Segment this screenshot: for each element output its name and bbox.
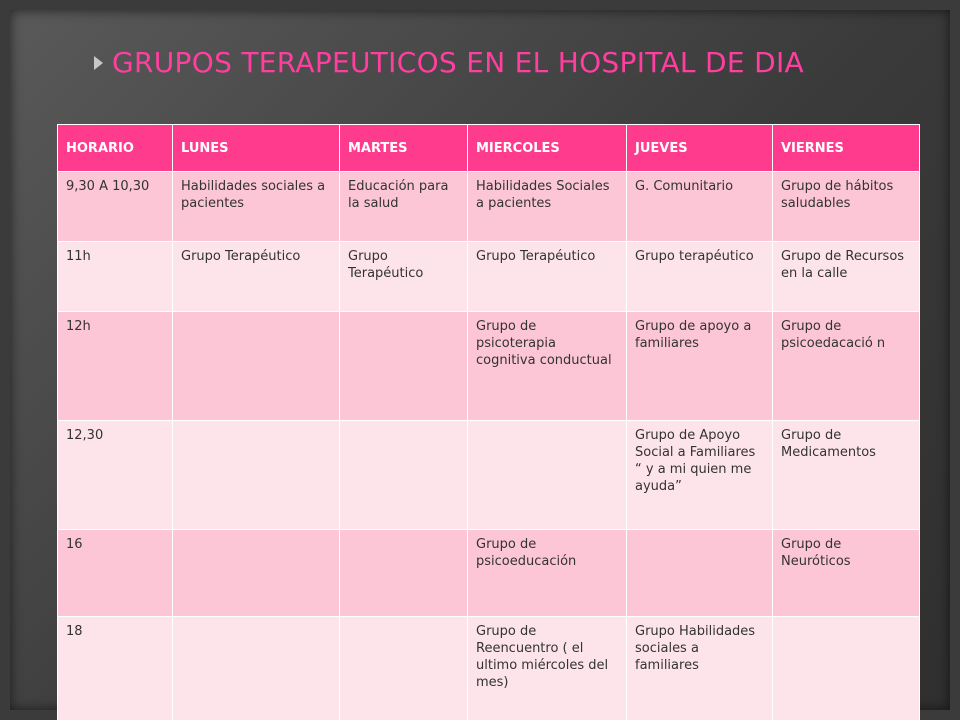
cell-jueves: Grupo de Apoyo Social a Familiares “ y a mi quien me ayuda”	[627, 421, 773, 530]
cell-jueves: Grupo terapéutico	[627, 242, 773, 312]
cell-miercoles	[468, 421, 627, 530]
table-row	[58, 242, 920, 312]
cell-martes: Educación para la salud	[340, 172, 468, 242]
cell-viernes: Grupo de Recursos en la calle	[773, 242, 920, 312]
cell-miercoles: Grupo Terapéutico	[468, 242, 627, 312]
schedule-table	[57, 124, 920, 720]
table-row	[58, 172, 920, 242]
cell-viernes: Grupo de psicoedacació n	[773, 312, 920, 421]
cell-lunes	[173, 421, 340, 530]
table-row	[58, 617, 920, 720]
cell-miercoles: Habilidades Sociales a pacientes	[468, 172, 627, 242]
cell-horario: 12h	[58, 312, 173, 421]
cell-lunes: Habilidades sociales a pacientes	[173, 172, 340, 242]
cell-jueves: Grupo Habilidades sociales a familiares	[627, 617, 773, 720]
cell-jueves	[627, 530, 773, 617]
cell-miercoles: Grupo de psicoterapia cognitiva conductual	[468, 312, 627, 421]
cell-horario: 12,30	[58, 421, 173, 530]
header-horario: HORARIO	[58, 125, 173, 172]
cell-martes	[340, 421, 468, 530]
cell-viernes: Grupo de Neuróticos	[773, 530, 920, 617]
cell-martes	[340, 617, 468, 720]
cell-jueves: Grupo de apoyo a familiares	[627, 312, 773, 421]
cell-lunes	[173, 530, 340, 617]
cell-lunes	[173, 617, 340, 720]
header-viernes: VIERNES	[773, 125, 920, 172]
cell-lunes	[173, 312, 340, 421]
cell-viernes: Grupo de Medicamentos	[773, 421, 920, 530]
table-row	[58, 530, 920, 617]
cell-martes	[340, 530, 468, 617]
cell-miercoles: Grupo de Reencuentro ( el ultimo miércoles del mes)	[468, 617, 627, 720]
cell-horario: 18	[58, 617, 173, 720]
cell-miercoles: Grupo de psicoeducación	[468, 530, 627, 617]
header-lunes: LUNES	[173, 125, 340, 172]
table-header-row	[58, 125, 920, 172]
cell-horario: 16	[58, 530, 173, 617]
table-row	[58, 312, 920, 421]
cell-viernes	[773, 617, 920, 720]
page-title: GRUPOS TERAPEUTICOS EN EL HOSPITAL DE DIA	[112, 46, 804, 79]
table-row	[58, 421, 920, 530]
cell-martes	[340, 312, 468, 421]
cell-horario: 9,30 A 10,30	[58, 172, 173, 242]
cell-viernes: Grupo de hábitos saludables	[773, 172, 920, 242]
header-martes: MARTES	[340, 125, 468, 172]
cell-jueves: G. Comunitario	[627, 172, 773, 242]
cell-horario: 11h	[58, 242, 173, 312]
header-jueves: JUEVES	[627, 125, 773, 172]
cell-lunes: Grupo Terapéutico	[173, 242, 340, 312]
cell-martes: Grupo Terapéutico	[340, 242, 468, 312]
triangle-arrow-icon	[94, 56, 103, 70]
header-miercoles: MIERCOLES	[468, 125, 627, 172]
